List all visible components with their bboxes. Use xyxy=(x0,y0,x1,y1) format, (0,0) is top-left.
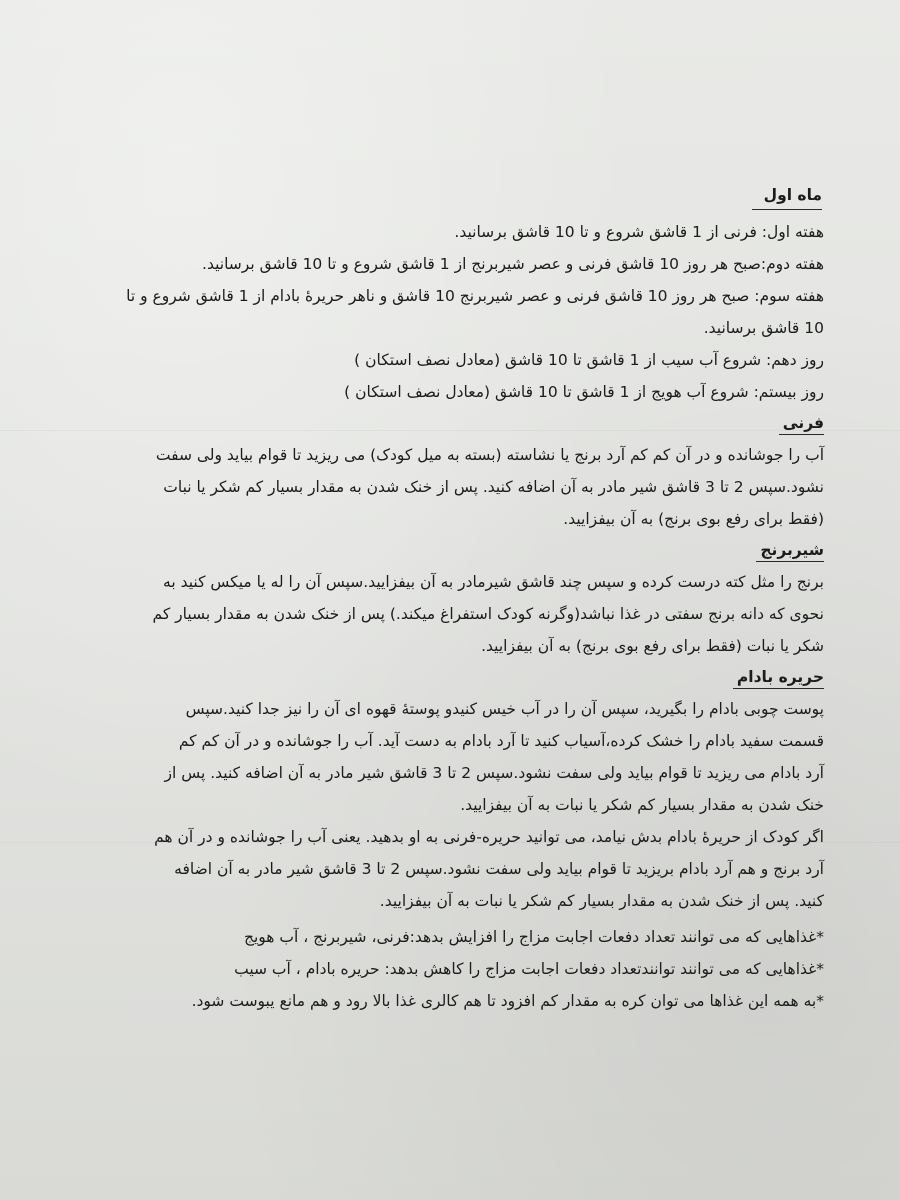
document-title: ماه اول xyxy=(752,182,822,210)
section-line: نشود.سپس 2 تا 3 قاشق شیر مادر به آن اضافه کنید. پس از خنک شدن به مقدار بسیار کم شکر یا نبات xyxy=(163,478,824,496)
section-line: خنک شدن به مقدار بسیار کم شکر یا نبات به آن بیفزایید. xyxy=(460,796,824,814)
section-line: آرد بادام می ریزید تا قوام بیاید ولی سفت نشود.سپس 2 تا 3 قاشق شیر مادر به آن اضافه کنید. پس از xyxy=(164,764,824,782)
section-line: آرد برنج و هم آرد بادام بریزید تا قوام بیاید ولی سفت نشود.سپس 2 تا 3 قاشق شیر مادر به آن اضافه xyxy=(174,860,824,878)
section-line: کنید. پس از خنک شدن به مقدار بسیار کم شکر یا نبات به آن بیفزایید. xyxy=(379,892,824,910)
schedule-line: هفته دوم:صبح هر روز 10 قاشق فرنی و عصر شیربرنج از 1 قاشق شروع و تا 10 قاشق برسانید. xyxy=(202,255,824,273)
schedule-line: روز دهم: شروع آب سیب از 1 قاشق تا 10 قاشق (معادل نصف استکان ) xyxy=(354,351,824,369)
note-line: *غذاهایی که می توانند توانندتعداد دفعات اجابت مزاج را کاهش بدهد: حریره بادام ، آب سیب xyxy=(234,960,824,978)
section-line: نحوی که دانه برنج سفتی در غذا نباشد(وگرنه کودک استفراغ میکند.) پس از خنک شدن به مقدار بسیار کم xyxy=(152,605,824,623)
note-line: *به همه این غذاها می توان کره به مقدار کم افزود تا هم کالری غذا بالا رود و هم مانع یبوست شود. xyxy=(191,992,824,1010)
section-line: پوست چوبی بادام را بگیرید، سپس آن را در آب خیس کنیدو پوستهٔ قهوه ای آن را نیز جدا کنید.سپس xyxy=(185,700,824,718)
section-heading: حریره بادام xyxy=(733,666,824,689)
schedule-line: 10 قاشق برسانید. xyxy=(703,319,824,337)
section-line: آب را جوشانده و در آن کم کم آرد برنج یا نشاسته (بسته به میل کودک) می ریزید تا قوام بیاید ولی سفت xyxy=(155,446,824,464)
section-ferni xyxy=(84,408,824,535)
schedule-line: روز بیستم: شروع آب هویج از 1 قاشق تا 10 قاشق (معادل نصف استکان ) xyxy=(344,383,824,401)
schedule-line: هفته اول: فرنی از 1 قاشق شروع و تا 10 قاشق برسانید. xyxy=(454,223,824,241)
section-heading: شیربرنج xyxy=(756,539,824,562)
document-body xyxy=(84,182,824,1017)
section-line: قسمت سفید بادام را خشک کرده،آسیاب کنید تا آرد بادام به دست آید. آب را جوشانده و در آن کم کم xyxy=(178,732,824,750)
schedule-block xyxy=(84,216,824,408)
notes-block xyxy=(84,921,824,1017)
section-line: (فقط برای رفع بوی برنج) به آن بیفزایید. xyxy=(563,510,824,528)
section-shirberenj xyxy=(84,535,824,662)
note-line: *غذاهایی که می توانند تعداد دفعات اجابت مزاج را افزایش بدهد:فرنی، شیربرنج ، آب هویج xyxy=(243,928,824,946)
section-line: شکر یا نبات (فقط برای رفع بوی برنج) به آن بیفزایید. xyxy=(481,637,824,655)
section-harireh-badam xyxy=(84,662,824,917)
section-heading: فرنی xyxy=(779,412,824,435)
section-line: برنج را مثل کته درست کرده و سپس چند قاشق شیرمادر به آن بیفزایید.سپس آن را له یا میکس کنید به xyxy=(163,573,824,591)
section-line: اگر کودک از حریرهٔ بادام بدش نیامد، می توانید حریره-فرنی به او بدهید. یعنی آب را جوشانده و در آن هم xyxy=(154,828,824,846)
schedule-line: هفته سوم: صبح هر روز 10 قاشق فرنی و عصر شیربرنج 10 قاشق و ناهر حریرهٔ بادام از 1 قاشق شروع و تا xyxy=(126,287,824,305)
